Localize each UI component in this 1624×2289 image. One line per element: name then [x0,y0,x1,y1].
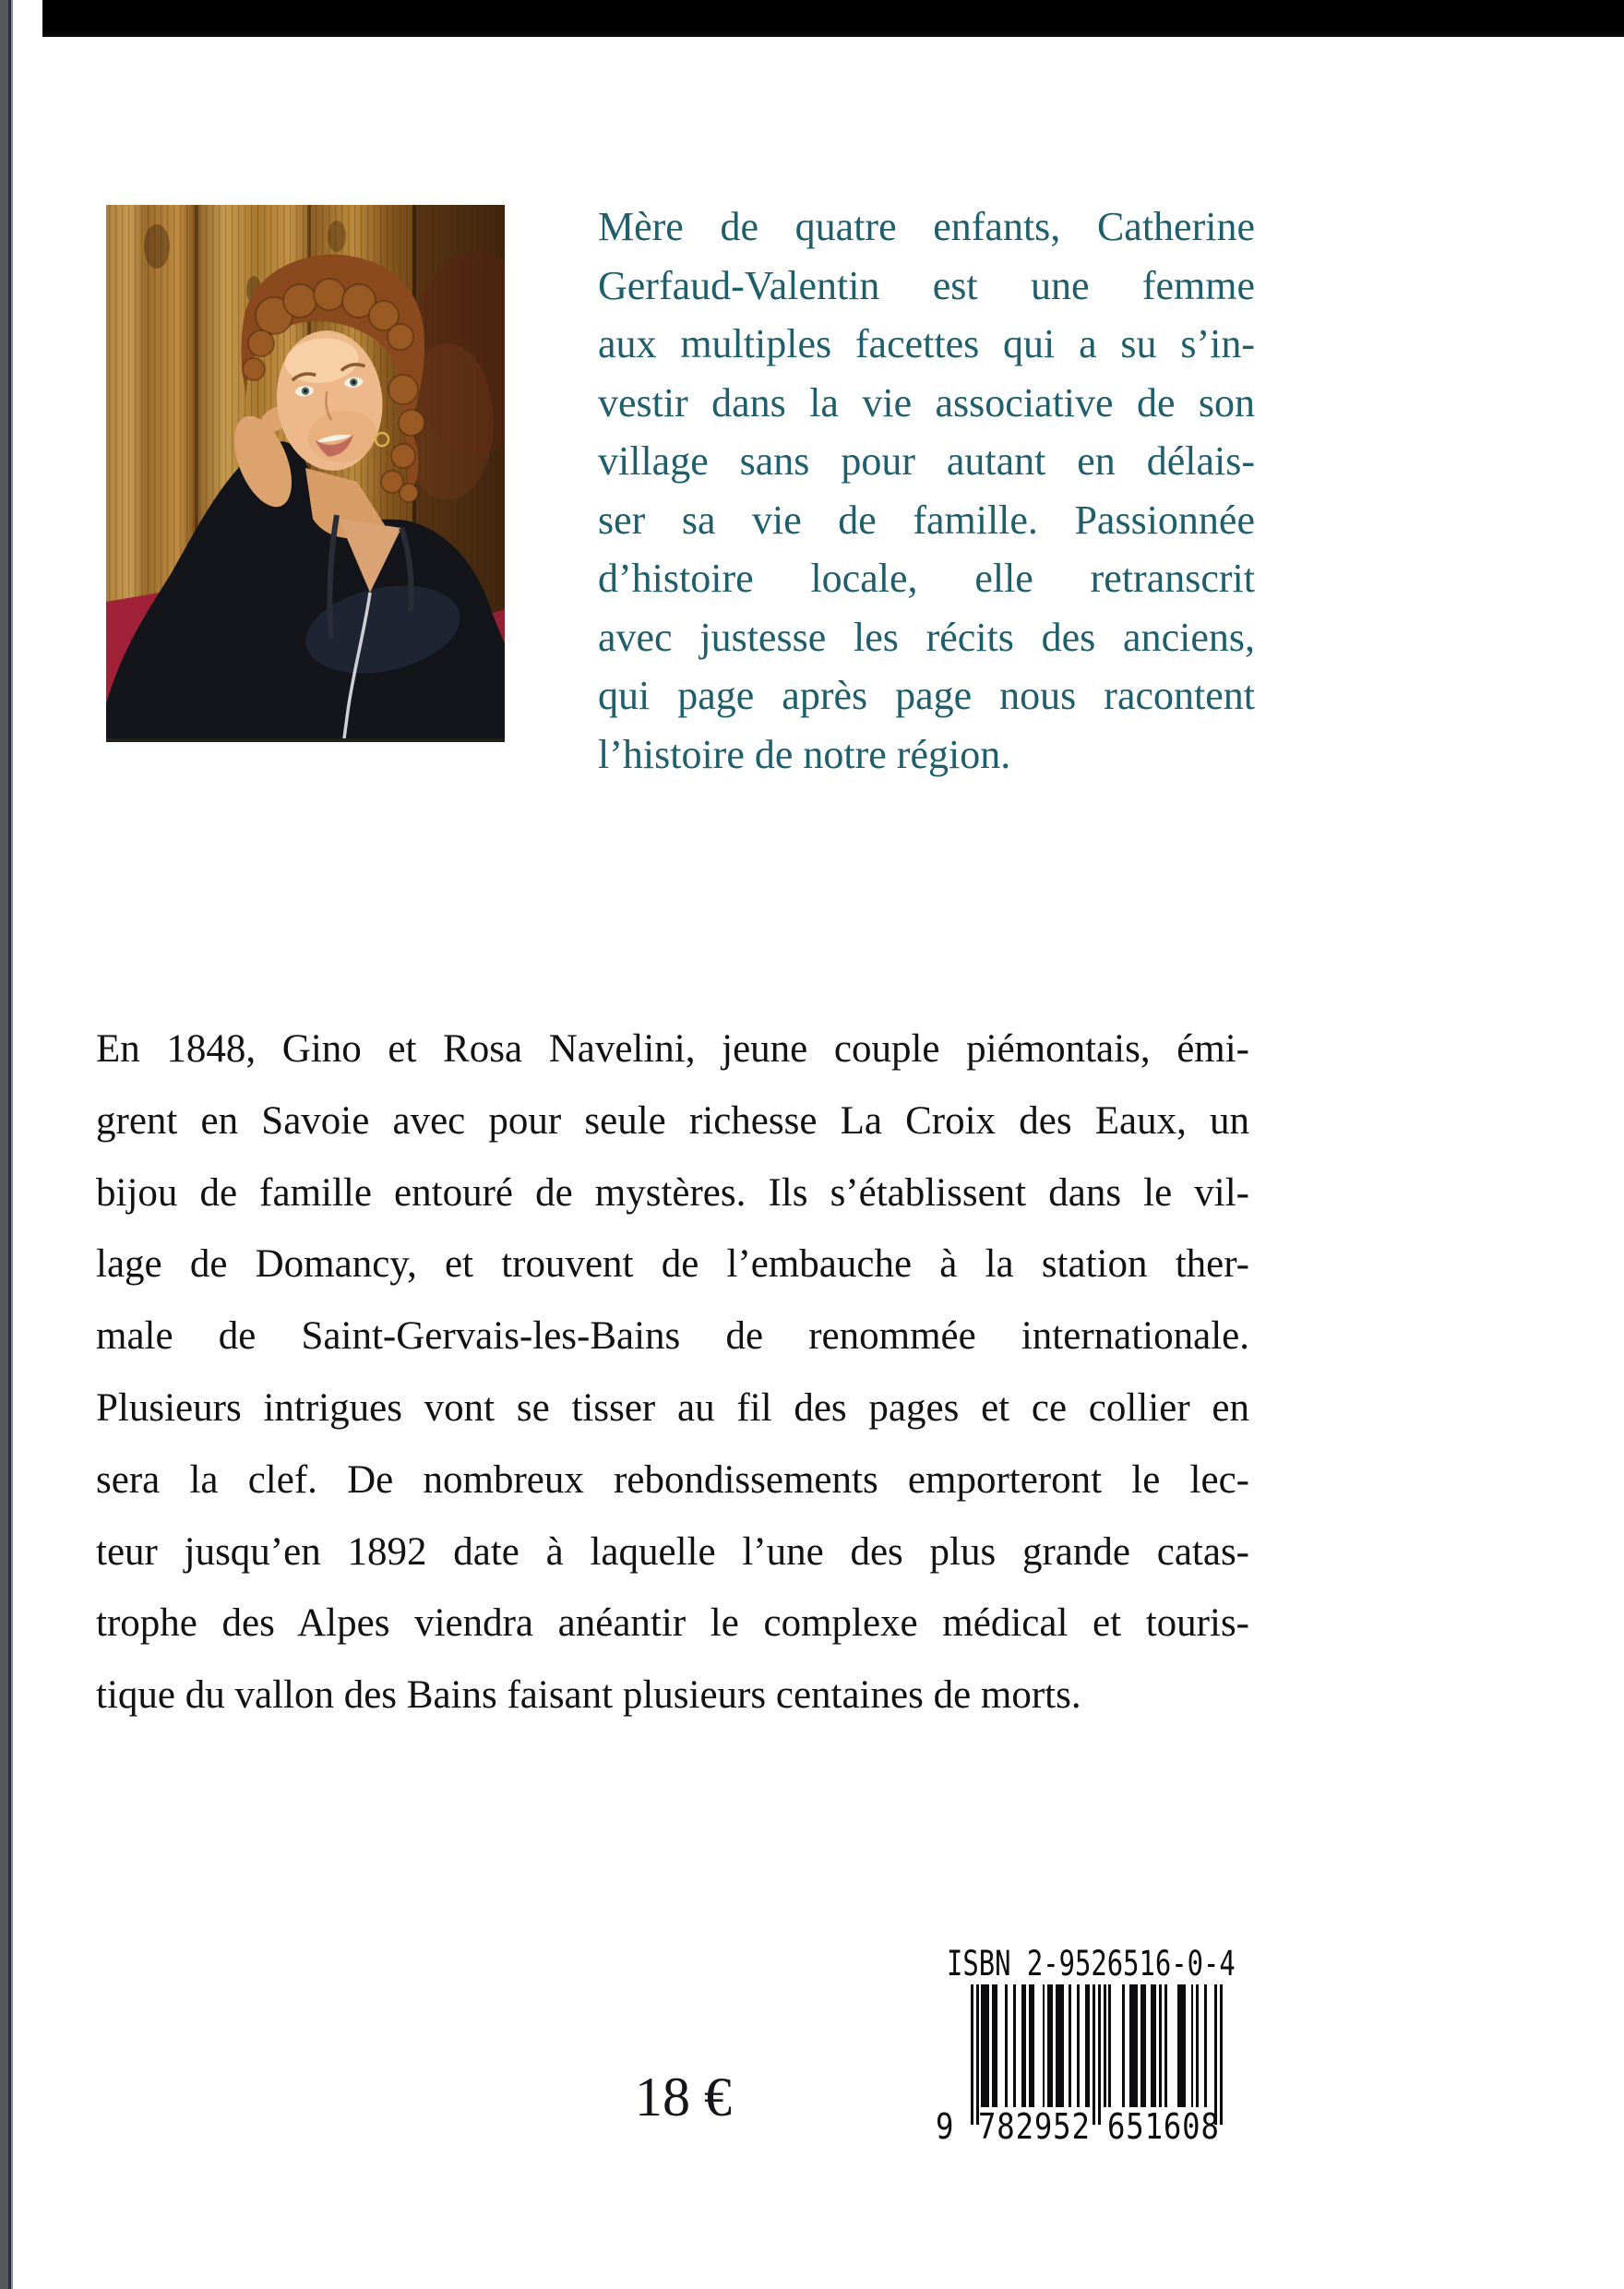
barcode-bar [1214,1984,1217,2125]
text-line: trophe des Alpes viendra anéantir le complexe médical et touris- [96,1601,1249,1646]
text-line: male de Saint-Gervais-les-Bains de renommée internationale. [96,1314,1249,1359]
text-line: teur jusqu’en 1892 date à laquelle l’une des plus grande catas- [96,1529,1249,1574]
text-line: grent en Savoie avec pour seule richesse La Croix des Eaux, un [96,1098,1249,1143]
barcode-bar [1021,1984,1027,2107]
barcode-bar [1029,1984,1034,2107]
barcode-bar [1140,1984,1146,2107]
text-line: Mère de quatre enfants, Catherine [598,204,1255,249]
text-line: Plusieurs intrigues vont se tisser au fil des pages et ce collier en [96,1385,1249,1430]
text-line: d’histoire locale, elle retranscrit [598,556,1255,601]
text-line: sera la clef. De nombreux rebondissements emporteront le lec- [96,1457,1249,1502]
barcode-bar [1122,1984,1125,2107]
barcode-bar [1005,1984,1008,2107]
barcode-bar [1104,1984,1106,2107]
text-line: aux multiples facettes qui a su s’in- [598,321,1255,366]
ean-barcode [971,1984,1223,2125]
barcode-bar [992,1984,997,2107]
text-line: ser sa vie de famille. Passionnée [598,497,1255,543]
text-line: tique du vallon des Bains faisant plusieurs centaines de morts. [96,1673,1081,1718]
barcode-bar [1164,1984,1167,2107]
text-line: avec justesse les récits des anciens, [598,614,1255,660]
barcode-bar [1108,1984,1111,2107]
text-line: village sans pour autant en délais- [598,438,1255,484]
price-label: 18 € [635,2067,732,2127]
synopsis [96,1013,1249,1732]
text-line: l’histoire de notre région. [598,731,1011,777]
scan-edge-left [0,0,13,2289]
barcode-bar [1013,1984,1016,2107]
barcode-bar [1043,1984,1045,2107]
barcode-bar [1159,1984,1162,2107]
barcode-bar [976,1984,979,2125]
barcode-bar [1129,1984,1138,2107]
text-line: lage de Domancy, et trouvent de l’embauche à la station ther- [96,1242,1249,1287]
author-bio [598,198,1255,784]
barcode-bar [1191,1984,1194,2107]
barcode-bar [1098,1984,1101,2125]
text-line: bijou de famille entouré de mystères. Ils s’établissent dans le vil- [96,1170,1249,1215]
barcode-bar [1196,1984,1199,2107]
barcode-bar [1220,1984,1223,2125]
author-photo-illustration [106,205,505,738]
text-line: qui page après page nous racontent [598,673,1255,718]
text-line: Gerfaud-Valentin est une femme [598,262,1255,308]
barcode-bar [1077,1984,1080,2107]
text-line: vestir dans la vie associative de son [598,379,1255,425]
barcode-bar [1177,1984,1186,2107]
barcode-bar [1069,1984,1071,2107]
barcode-bar [1093,1984,1095,2125]
ean-first-digit: 9 [936,2106,955,2147]
scan-edge-top [42,0,1624,37]
barcode-bar [1151,1984,1156,2107]
barcode-bar [981,1984,989,2107]
author-photo [106,205,505,742]
barcode-bar [971,1984,973,2125]
isbn-label: ISBN 2-9526516-0-4 [947,1944,1236,1983]
barcode-bar [1047,1984,1053,2107]
text-line: En 1848, Gino et Rosa Navelini, jeune couple piémontais, émi- [96,1027,1249,1071]
barcode-bar [1085,1984,1091,2107]
ean-right-group: 651608 [1107,2106,1220,2147]
barcode-bar [1056,1984,1064,2107]
barcode-bar [1204,1984,1207,2107]
ean-left-group: 782952 [978,2106,1091,2147]
